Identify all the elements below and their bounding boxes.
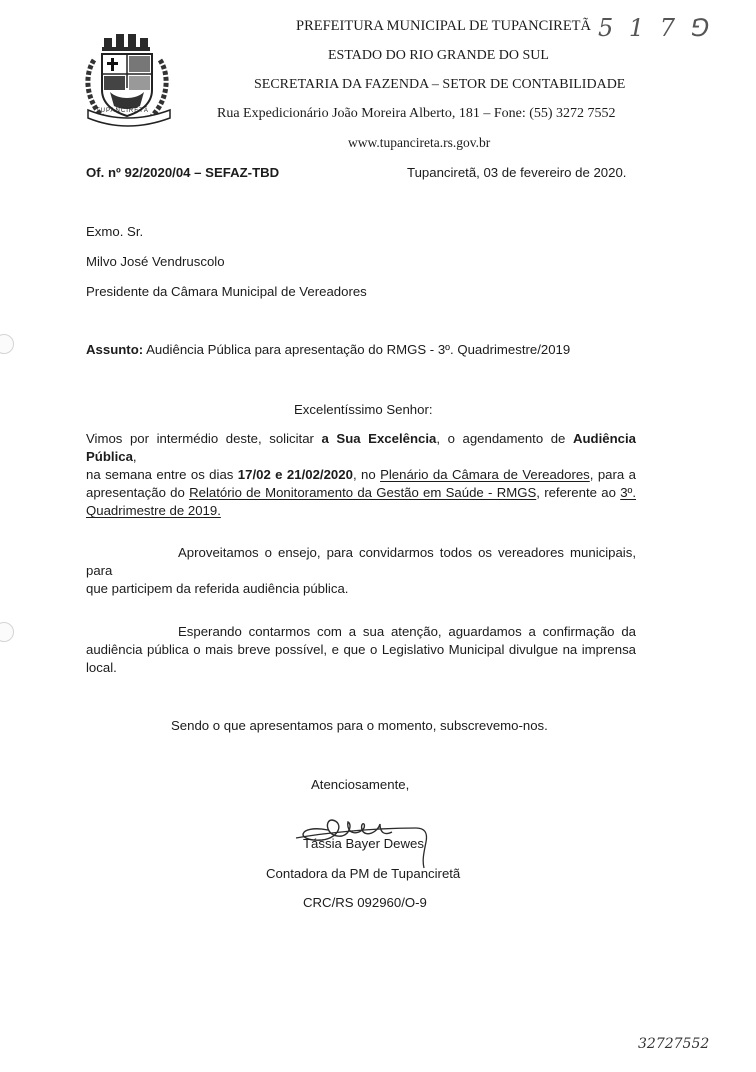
paragraph-1-line-1: Vimos por intermédio deste, solicitar a Sua Excelência, o agendamento de Audiência Pública, [86, 431, 636, 464]
letterhead-line-3: SECRETARIA DA FAZENDA – SETOR DE CONTABILIDADE [254, 77, 626, 92]
paragraph-3-line-1: Esperando contarmos com a sua atenção, aguardamos a confirmação da [178, 624, 636, 639]
subject-label: Assunto: [86, 342, 144, 357]
crest-banner-text: TUPANCIRETÃ [96, 108, 149, 114]
closing-line: Sendo o que apresentamos para o momento, subscrevemo-nos. [171, 718, 548, 733]
paragraph-3-line-3: local. [86, 660, 117, 675]
punch-hole-bottom [0, 622, 14, 642]
paragraph-3 [86, 623, 636, 677]
recipient-role: Presidente da Câmara Municipal de Vereadores [86, 284, 367, 299]
signatory-role: Contadora da PM de Tupanciretã [266, 866, 461, 881]
salutation: Excelentíssimo Senhor: [294, 402, 433, 417]
letterhead-line-4: Rua Expedicionário João Moreira Alberto, 181 – Fone: (55) 3272 7552 [217, 106, 616, 121]
regards: Atenciosamente, [311, 777, 410, 792]
paragraph-2-line-2: que participem da referida audiência pública. [86, 581, 349, 596]
letterhead-line-5: www.tupancireta.rs.gov.br [348, 135, 491, 150]
paragraph-3-line-2: audiência pública o mais breve possível, e que o Legislativo Municipal divulgue na imprensa [86, 642, 636, 657]
paragraph-2 [86, 544, 636, 598]
subject-line [86, 342, 570, 357]
office-reference: Of. nº 92/2020/04 – SEFAZ-TBD [86, 165, 280, 180]
place-date: Tupanciretã, 03 de fevereiro de 2020. [407, 165, 627, 180]
paragraph-1 [86, 430, 636, 520]
paragraph-2-line-1: Aproveitamos o ensejo, para convidarmos todos os vereadores municipais, para [86, 545, 636, 578]
paragraph-1-line-3: apresentação do Relatório de Monitoramento da Gestão em Saúde - RMGS, referente ao 3º. [86, 485, 637, 500]
recipient-name: Milvo José Vendruscolo [86, 254, 225, 269]
letterhead-line-2: ESTADO DO RIO GRANDE DO SUL [328, 48, 549, 63]
punch-hole-top [0, 334, 14, 354]
subject-text: Audiência Pública para apresentação do RMGS - 3º. Quadrimestre/2019 [143, 342, 571, 357]
handwritten-note-top: 5 1 7 ⅁ [598, 14, 714, 42]
paragraph-1-line-4: Quadrimestre de 2019. [86, 503, 221, 518]
municipal-crest-icon [80, 30, 178, 130]
letterhead-line-1: PREFEITURA MUNICIPAL DE TUPANCIRETÃ [296, 18, 592, 34]
handwritten-note-bottom: 32727552 [638, 1036, 710, 1052]
recipient-title: Exmo. Sr. [86, 224, 144, 239]
signatory-registration: CRC/RS 092960/O-9 [303, 895, 427, 910]
paragraph-1-line-2: na semana entre os dias 17/02 e 21/02/2020, no Plenário da Câmara de Vereadores, para a [86, 467, 636, 482]
signatory-name: Tássia Bayer Dewes [303, 836, 424, 851]
